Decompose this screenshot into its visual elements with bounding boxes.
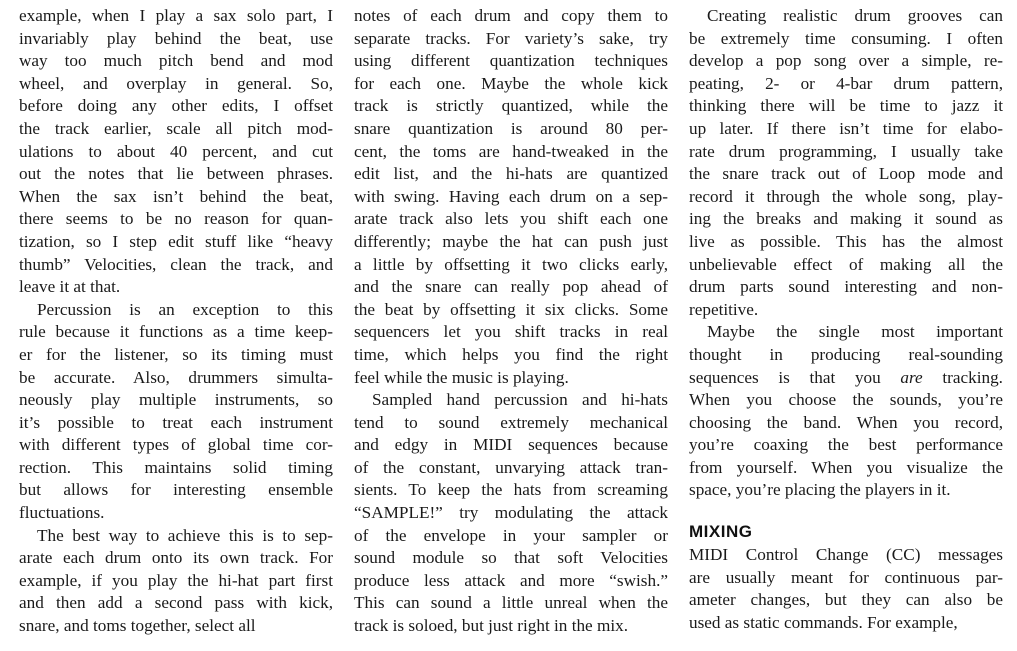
text-line: sequencers let you shift tracks in real xyxy=(354,322,668,342)
text-line: Sampled hand percussion and hi-hats xyxy=(372,390,668,410)
text-line: er for the listener, so its timing must xyxy=(19,344,333,364)
text-line: “SAMPLE!” try modulating the attack xyxy=(354,503,668,523)
text-line: out the notes that lie between phrases. xyxy=(19,164,333,184)
text-line: drum parts sound interesting and non- xyxy=(689,277,1003,297)
text-line: When the sax isn’t behind the beat, xyxy=(19,186,333,206)
text-line: leave it at that. xyxy=(19,277,121,297)
text-line: wheel, and overplay in general. So, xyxy=(19,73,333,93)
text-line: sequences is that you are tracking. xyxy=(689,367,1003,387)
text-line: there seems to be no reason for quan- xyxy=(19,209,333,229)
text-line: be accurate. Also, drummers simulta- xyxy=(19,367,333,387)
text-line: tend to sound extremely mechanical xyxy=(354,412,668,432)
section-gap xyxy=(689,502,1003,516)
text-line: Percussion is an exception to this xyxy=(37,299,333,319)
text-line: track is strictly quantized, while the xyxy=(354,96,668,116)
text-line: example, if you play the hi-hat part first xyxy=(19,570,333,590)
text-line: the beat by offsetting it six clicks. Some xyxy=(354,299,668,319)
text-line: with different types of global time cor- xyxy=(19,435,333,455)
text-line: rule because it functions as a time keep- xyxy=(19,322,333,342)
text-line: ameter changes, but they can also be xyxy=(689,590,1003,610)
text-line: repetitive. xyxy=(689,299,759,319)
text-line: sound module so that soft Velocities xyxy=(354,548,668,568)
text-line: are usually meant for continuous par- xyxy=(689,567,1003,587)
text-line: thinking there will be time to jazz it xyxy=(689,96,1003,116)
text-line: but allows for interesting ensemble xyxy=(19,480,333,500)
text-line: fluctuations. xyxy=(19,503,105,523)
text-line: Maybe the single most important xyxy=(707,322,1003,342)
paragraph xyxy=(19,299,333,525)
text-line: and then add a second pass with kick, xyxy=(19,593,333,613)
text-line: separate tracks. For variety’s sake, try xyxy=(354,28,668,48)
text-line: develop a pop song over a simple, re- xyxy=(689,51,1003,71)
text-line: arate each drum onto its own track. For xyxy=(19,548,333,568)
text-line: a little by offsetting it two clicks early, xyxy=(354,254,668,274)
text-line: neously play multiple instruments, so xyxy=(19,390,333,410)
text-line: invariably play behind the beat, use xyxy=(19,28,333,48)
paragraph xyxy=(354,389,668,638)
paragraph xyxy=(354,5,668,389)
text-line: cent, the toms are hand-tweaked in the xyxy=(354,141,668,161)
text-line: you’re coaxing the best performance xyxy=(689,435,1003,455)
text-line: feel while the music is playing. xyxy=(354,367,569,387)
text-line: snare, and toms together, select all xyxy=(19,616,256,636)
text-line: using different quantization techniques xyxy=(354,51,668,71)
emphasis: are xyxy=(900,367,923,387)
text-line: example, when I play a sax solo part, I xyxy=(19,6,333,25)
text-line: rate drum programming, I usually take xyxy=(689,141,1003,161)
text-line: ing the breaks and making it sound as xyxy=(689,209,1003,229)
text-line: When you choose the sounds, you’re xyxy=(689,390,1003,410)
text-line: before doing any other edits, I offset xyxy=(19,96,333,116)
text-line: peating, 2- or 4-bar drum pattern, xyxy=(689,73,1003,93)
text-line: snare quantization is around 80 per- xyxy=(354,118,668,138)
text-line: track is soloed, but just right in the mix. xyxy=(354,616,629,636)
text-line: The best way to achieve this is to sep- xyxy=(37,525,333,545)
text-line: for each one. Maybe the whole kick xyxy=(354,73,668,93)
text-line: and edgy in MIDI sequences because xyxy=(354,435,668,455)
section-heading: MIXING xyxy=(689,522,753,542)
paragraph xyxy=(19,525,333,638)
text-line: the track earlier, scale all pitch mod- xyxy=(19,118,333,138)
paragraph xyxy=(689,321,1003,502)
paragraph xyxy=(689,544,1003,634)
text-line: tization, so I step edit stuff like “heavy xyxy=(19,231,333,251)
text-line: arate track also lets you shift each one xyxy=(354,209,668,229)
text-line: of the constant, unvarying attack tran- xyxy=(354,457,668,477)
text-line: with swing. Having each drum on a sep- xyxy=(354,186,668,206)
text-line: be extremely time consuming. I often xyxy=(689,28,1003,48)
text-line: it’s possible to treat each instrument xyxy=(19,412,333,432)
text-line: of the envelope in your sampler or xyxy=(354,525,668,545)
text-line: notes of each drum and copy them to xyxy=(354,6,668,25)
text-line: time, which helps you find the right xyxy=(354,344,668,364)
text-line: MIDI Control Change (CC) messages xyxy=(689,545,1003,565)
text-line: edit list, and the hi-hats are quantized xyxy=(354,164,668,184)
text-line: the snare track out of Loop mode and xyxy=(689,164,1003,184)
text-column-2 xyxy=(354,5,668,638)
text-line: Creating realistic drum grooves can xyxy=(707,6,1003,25)
text-line: space, you’re placing the players in it. xyxy=(689,480,951,500)
paragraph xyxy=(689,5,1003,321)
text-line: live as possible. This has the almost xyxy=(689,231,1003,251)
text-line: unbelievable effect of making all the xyxy=(689,254,1003,274)
paragraph xyxy=(19,5,333,299)
text-line: rection. This maintains solid timing xyxy=(19,457,333,477)
text-line: used as static commands. For example, xyxy=(689,612,958,632)
text-line: ulations to about 40 percent, and cut xyxy=(19,141,333,161)
text-line: differently; maybe the hat can push just xyxy=(354,231,668,251)
text-line: record it through the whole song, play- xyxy=(689,186,1003,206)
text-line: sients. To keep the hats from screaming xyxy=(354,480,668,500)
text-column-1 xyxy=(19,5,333,638)
text-line: produce less attack and more “swish.” xyxy=(354,570,668,590)
text-line: up later. If there isn’t time for elabo- xyxy=(689,118,1003,138)
text-line: thumb” Velocities, clean the track, and xyxy=(19,254,333,274)
text-line: This can sound a little unreal when the xyxy=(354,593,668,613)
text-column-3 xyxy=(689,5,1003,634)
text-line: from yourself. When you visualize the xyxy=(689,457,1003,477)
text-line: thought in producing real-sounding xyxy=(689,344,1003,364)
text-line: choosing the band. When you record, xyxy=(689,412,1003,432)
text-line: and the snare can really pop ahead of xyxy=(354,277,668,297)
text-line: way too much pitch bend and mod xyxy=(19,51,333,71)
